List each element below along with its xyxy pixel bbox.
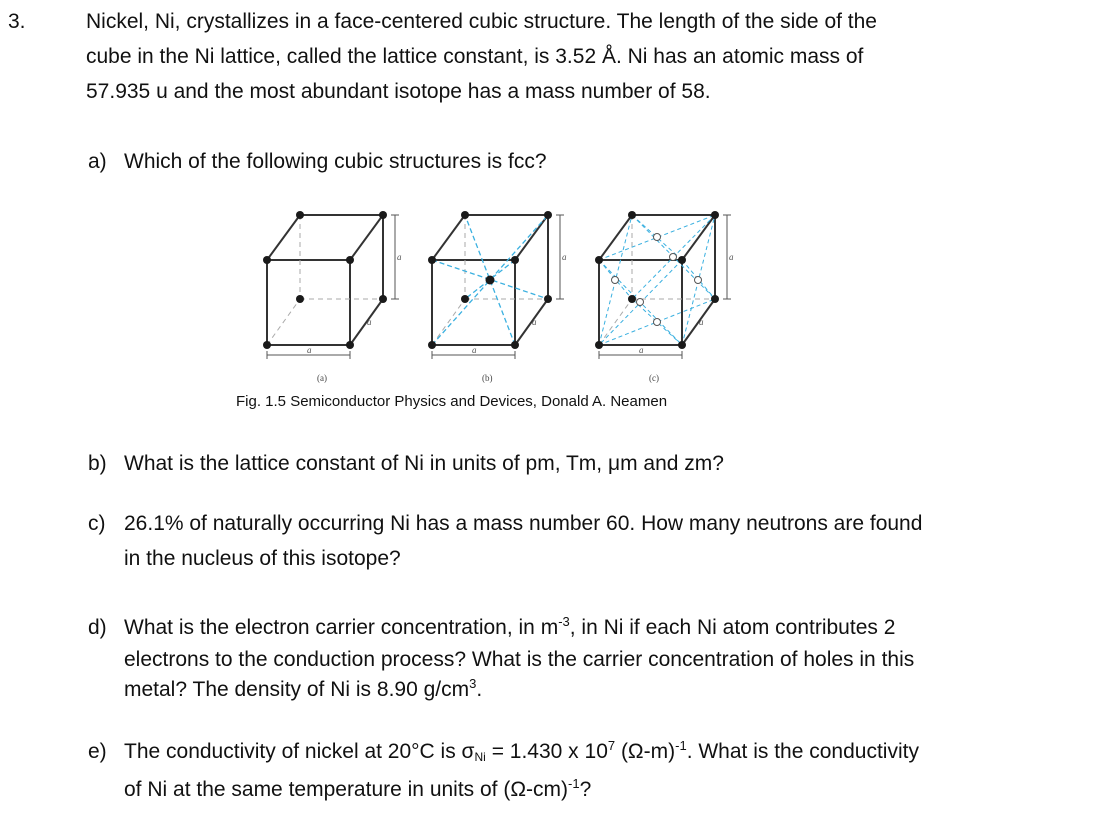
part-a-text: Which of the following cubic structures is fcc? — [124, 150, 547, 173]
cube-a — [267, 215, 383, 345]
axis-label-a: a — [699, 317, 704, 327]
panel-label-a: (a) — [317, 373, 327, 383]
atom — [296, 211, 304, 219]
cube-b-back-edges — [465, 215, 548, 299]
part-c-label: c) — [88, 512, 106, 535]
body-center-atom — [486, 276, 495, 285]
cube-b-dimension-marks — [432, 215, 564, 359]
axis-label-a: a — [307, 345, 312, 355]
part-c-line-1: 26.1% of naturally occurring Ni has a mass number 60. How many neutrons are found — [124, 512, 923, 535]
cube-a-front-face — [267, 260, 350, 345]
cube-c-face-atoms — [612, 234, 702, 326]
part-d-text — [124, 613, 1004, 707]
axis-label-a: a — [729, 252, 734, 262]
question-number: 3. — [8, 10, 26, 33]
axis-label-a: a — [532, 317, 537, 327]
axis-label-a: a — [472, 345, 477, 355]
part-d-line-3: metal? The density of Ni is 8.90 $g/cm^3$. — [124, 676, 483, 701]
part-e-label: e) — [88, 740, 107, 763]
intro-line-2: cube in the Ni lattice, called the lattice constant, is 3.52 Å. Ni has an atomic mass of — [86, 45, 864, 68]
part-b-text: What is the lattice constant of Ni in units of pm, Tm, μm and zm? — [124, 452, 724, 475]
intro-line-1: Nickel, Ni, crystallizes in a face-centered cubic structure. The length of the side of the — [86, 10, 877, 33]
intro-line-3: 57.935 u and the most abundant isotope has a mass number of 58. — [86, 80, 711, 103]
question-intro — [86, 4, 1096, 109]
atom — [296, 295, 304, 303]
cube-a-edge — [267, 215, 300, 260]
part-b-label: b) — [88, 452, 107, 475]
part-d-line-1: What is the electron carrier concentration, in $m^{-3}$, in Ni if each Ni atom contributes 2 — [124, 614, 896, 639]
atom — [263, 256, 271, 264]
atom — [346, 256, 354, 264]
cube-b-front-face — [432, 260, 515, 345]
axis-label-a: a — [367, 317, 372, 327]
part-d-line-2: electrons to the conduction process? What is the carrier concentration of holes in this — [124, 648, 915, 671]
part-c-line-2: in the nucleus of this isotope? — [124, 547, 401, 570]
axis-label-a: a — [397, 252, 402, 262]
axis-label-a: a — [562, 252, 567, 262]
panel-label-c: (c) — [649, 373, 659, 383]
atom — [263, 341, 271, 349]
axis-label-a: a — [639, 345, 644, 355]
atom — [379, 211, 387, 219]
cube-a-hidden-edge — [267, 299, 300, 345]
cube-a-back-edges — [300, 215, 383, 299]
part-e-line-2: of Ni at the same temperature in units of $(\Omega-cm)^{-1}$? — [124, 776, 592, 801]
cube-a-edge — [350, 215, 383, 260]
part-c-text — [124, 506, 1004, 576]
figure-caption: Fig. 1.5 Semiconductor Physics and Devices, Donald A. Neamen — [236, 393, 668, 410]
cubic-structures-figure — [255, 205, 755, 387]
atom — [379, 295, 387, 303]
cube-a-dimension-marks — [267, 215, 399, 359]
cube-a-atoms — [263, 211, 387, 349]
part-a-label: a) — [88, 150, 107, 173]
part-e-line-1: The conductivity of nickel at 20°C is σNi = 1.430 x $10^7$ $(\Omega-m)^{-1}$. What is the conductivity — [124, 738, 919, 764]
panel-label-b: (b) — [482, 373, 493, 383]
part-e-text — [124, 734, 1004, 809]
atom — [346, 341, 354, 349]
part-d-label: d) — [88, 616, 107, 639]
